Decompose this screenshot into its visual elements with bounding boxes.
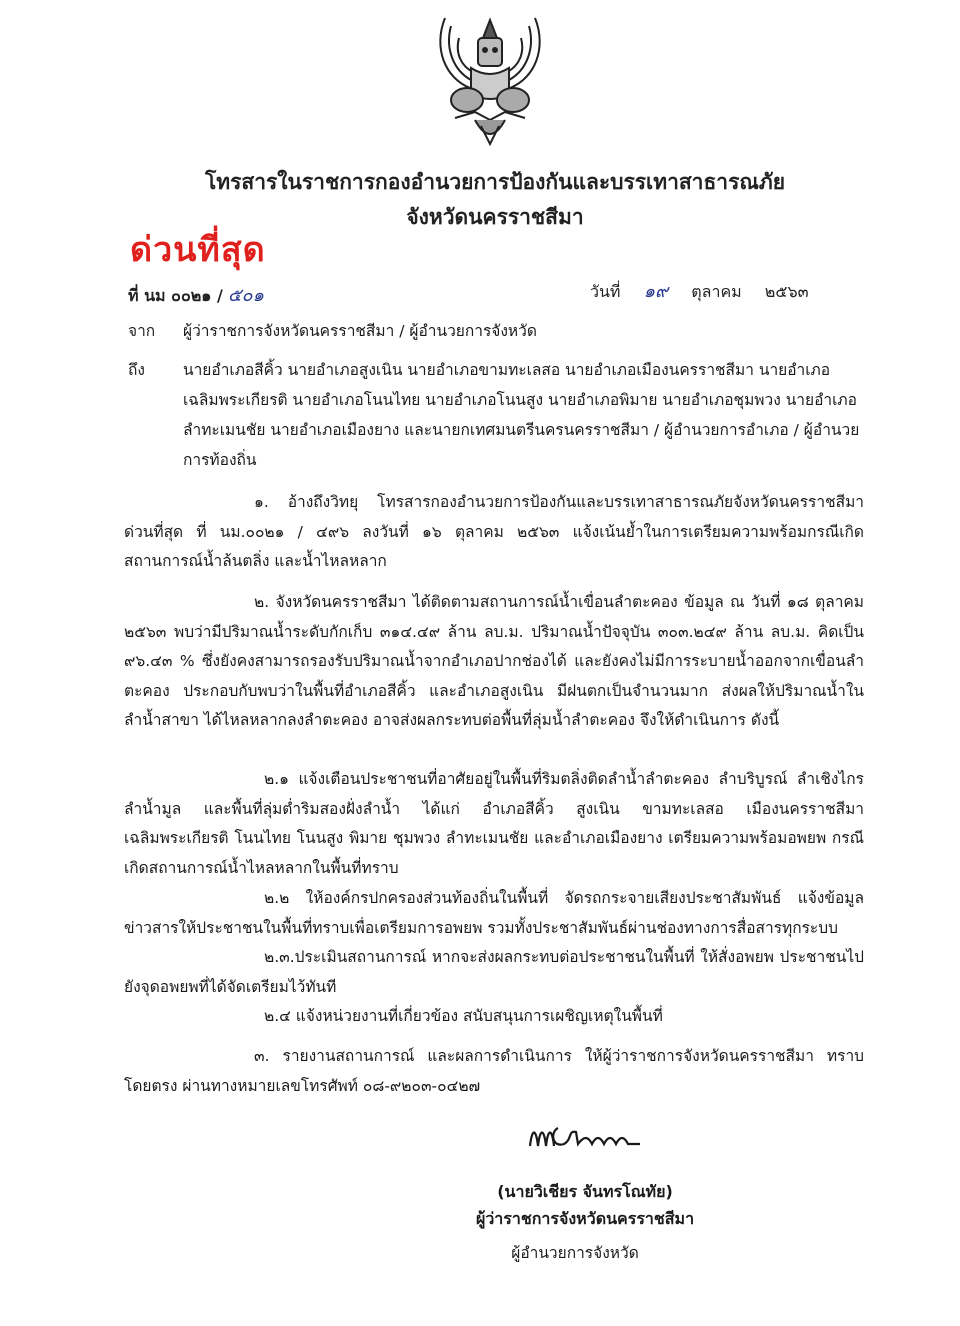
from-label: จาก <box>128 322 156 340</box>
urgency-stamp: ด่วนที่สุด <box>130 230 266 270</box>
from-value: ผู้ว่าราชการจังหวัดนครราชสีมา / ผู้อำนวยการจังหวัด <box>183 322 537 340</box>
paragraph-2: ๒. จังหวัดนครราชสีมา ได้ติดตามสถานการณ์น้ำเขื่อนลำตะคอง ข้อมูล ณ วันที่ ๑๘ ตุลาคม ๒๕๖๓ พบว่ามีปริมาณน้ำระดับกักเก็บ ๓๑๔.๔๙ ล้าน ลบ.ม. ปริมาณน้ำปัจจุบัน ๓๐๓.๒๔๙ ล้าน ลบ.ม. คิดเป็น ๙๖.๔๓ % ซึ่งยังคงสามารถรองรับปริมาณน้ำจากอำเภอปากช่องได้ และยังคงไม่มีการระบายน้ำออกจากเขื่อนลำตะคอง ประกอบกับพบว่าในพื้นที่อำเภอสีคิ้ว และอำเภอสูงเนิน มีฝนตกเป็นจำนวนมาก ส่งผลให้ปริมาณน้ำในลำน้ำสาขา ได้ไหลหลากลงลำตะคอง อาจส่งผลกระทบต่อพื้นที่ลุ่มน้ำลำตะคอง จึงให้ดำเนินการ ดังนี้ <box>124 593 864 729</box>
signature-icon <box>528 1118 648 1154</box>
document-date <box>590 276 827 305</box>
date-month: ตุลาคม <box>691 282 742 301</box>
doc-number-handwritten: ๕๐๑ <box>227 285 264 306</box>
paragraph-2-2: ๒.๒ ให้องค์กรปกครองส่วนท้องถิ่นในพื้นที่ จัดรถกระจายเสียงประชาสัมพันธ์ แจ้งข้อมูลข่าวสารให้ประชาชนในพื้นที่ทราบเพื่อเตรียมการอพยพ รวมทั้งประชาสัมพันธ์ผ่านช่องทางการสื่อสารทุกระบบ <box>124 889 864 937</box>
signatory-name: (นายวิเชียร จันทรโณทัย) <box>497 1182 673 1201</box>
date-day: ๑๙ <box>643 281 669 302</box>
doc-number-prefix: ที่ นม ๐๐๒๑ / <box>128 286 223 305</box>
garuda-emblem-icon <box>425 8 555 148</box>
paragraph-2-3: ๒.๓.ประเมินสถานการณ์ หากจะส่งผลกระทบต่อประชาชนในพื้นที่ ให้สั่งอพยพ ประชาชนไปยังจุดอพยพที่ได้จัดเตรียมไว้ทันที <box>124 948 864 996</box>
date-label: วันที่ <box>590 282 621 301</box>
document-subtitle: จังหวัดนครราชสีมา <box>406 205 584 229</box>
signatory-position: ผู้ว่าราชการจังหวัดนครราชสีมา <box>475 1209 695 1228</box>
date-year: ๒๕๖๓ <box>764 282 809 301</box>
document-number <box>128 280 264 309</box>
document-title: โทรสารในราชการกองอำนวยการป้องกันและบรรเทาสาธารณภัย <box>204 170 785 194</box>
paragraph-1: ๑. อ้างถึงวิทยุ โทรสารกองอำนวยการป้องกันและบรรเทาสาธารณภัยจังหวัดนครราชสีมา ด่วนที่สุด ที่ นม.๐๐๒๑ / ๔๙๖ ลงวันที่ ๑๖ ตุลาคม ๒๕๖๓ แจ้งเน้นย้ำในการเตรียมความพร้อมกรณีเกิดสถานการณ์น้ำล้นตลิ่ง และน้ำไหลหลาก <box>124 493 864 570</box>
to-label: ถึง <box>128 361 145 379</box>
to-value: นายอำเภอสีคิ้ว นายอำเภอสูงเนิน นายอำเภอขามทะเลสอ นายอำเภอเมืองนครราชสีมา นายอำเภอเฉลิมพระเกียรติ นายอำเภอโนนไทย นายอำเภอโนนสูง นายอำเภอพิมาย นายอำเภอชุมพวง นายอำเภอลำทะเมนชัย นายอำเภอเมืองยาง และนายกเทศมนตรีนครนครราชสีมา / ผู้อำนวยการอำเภอ / ผู้อำนวยการท้องถิ่น <box>183 361 860 469</box>
paragraph-3: ๓. รายงานสถานการณ์ และผลการดำเนินการ ให้ผู้ว่าราชการจังหวัดนครราชสีมา ทราบ โดยตรง ผ่านทางหมายเลขโทรศัพท์ ๐๘-๙๒๐๓-๐๔๒๗ <box>124 1047 864 1095</box>
paragraph-2-4: ๒.๔ แจ้งหน่วยงานที่เกี่ยวข้อง สนับสนุนการเผชิญเหตุในพื้นที่ <box>264 1007 663 1025</box>
signatory-position-2: ผู้อำนวยการจังหวัด <box>511 1244 639 1262</box>
paragraph-2-1: ๒.๑ แจ้งเตือนประชาชนที่อาศัยอยู่ในพื้นที่ริมตลิ่งติดลำน้ำลำตะคอง ลำบริบูรณ์ ลำเชิงไกร ลำน้ำมูล และพื้นที่ลุ่มต่ำริมสองฝั่งลำน้ำ ได้แก่ อำเภอสีคิ้ว สูงเนิน ขามทะเลสอ เมืองนครราชสีมา เฉลิมพระเกียรติ โนนไทย โนนสูง พิมาย ชุมพวง ลำทะเมนชัย และอำเภอเมืองยาง เตรียมความพร้อมอพยพ กรณีเกิดสถานการณ์น้ำไหลหลากในพื้นที่ทราบ <box>124 770 864 877</box>
